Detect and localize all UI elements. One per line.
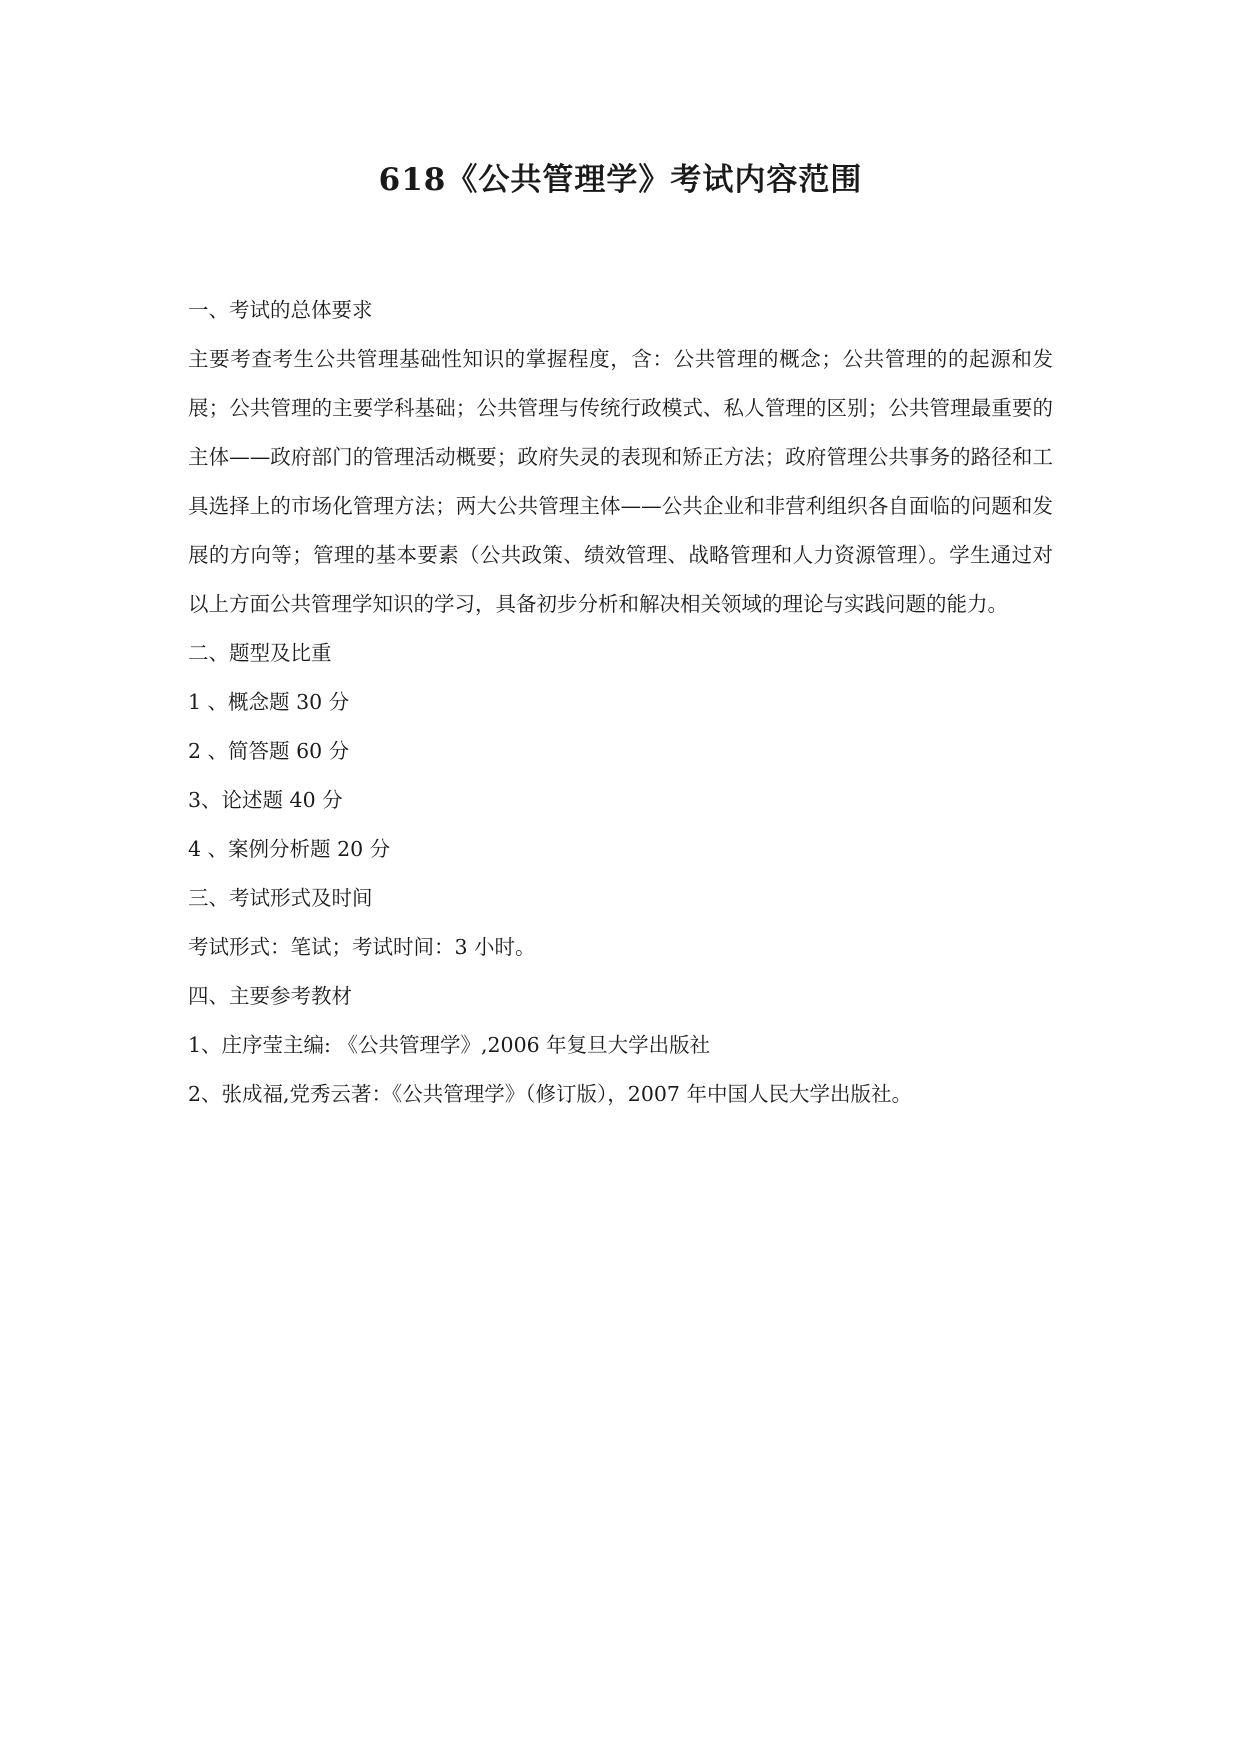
list-item-question-type: 3、论述题 40 分: [188, 788, 343, 812]
document-content: [188, 286, 1053, 1119]
list-item-question-type: 4 、案例分析题 20 分: [188, 837, 391, 861]
list-item-reference: 1、庄序莹主编: 《公共管理学》,2006 年复旦大学出版社: [188, 1033, 711, 1057]
list-item-reference: 2、张成福,党秀云著：《公共管理学》（修订版），2007 年中国人民大学出版社。: [188, 1082, 912, 1106]
list-item-question-type: 1 、概念题 30 分: [188, 690, 350, 714]
section-heading-question-types: 二、题型及比重: [188, 641, 332, 665]
section-heading-exam-format: 三、考试形式及时间: [188, 886, 373, 910]
document-title: 618《公共管理学》考试内容范围: [378, 162, 863, 198]
section-body-requirements: 主要考查考生公共管理基础性知识的掌握程度，含：公共管理的概念；公共管理的的起源和发展；公共管理的主要学科基础；公共管理与传统行政模式、私人管理的区别；公共管理最重要的主体——政府部门的管理活动概要；政府失灵的表现和矫正方法；政府管理公共事务的路径和工具选择上的市场化管理方法；两大公共管理主体——公共企业和非营利组织各自面临的问题和发展的方向等；管理的基本要素（公共政策、绩效管理、战略管理和人力资源管理）。学生通过对以上方面公共管理学知识的学习，具备初步分析和解决相关领域的理论与实践问题的能力。: [188, 347, 1053, 616]
list-item-question-type: 2 、简答题 60 分: [188, 739, 350, 763]
section-heading-requirements: 一、考试的总体要求: [188, 298, 373, 322]
section-body-exam-format: 考试形式：笔试；考试时间：3 小时。: [188, 935, 536, 959]
section-heading-references: 四、主要参考教材: [188, 984, 352, 1008]
